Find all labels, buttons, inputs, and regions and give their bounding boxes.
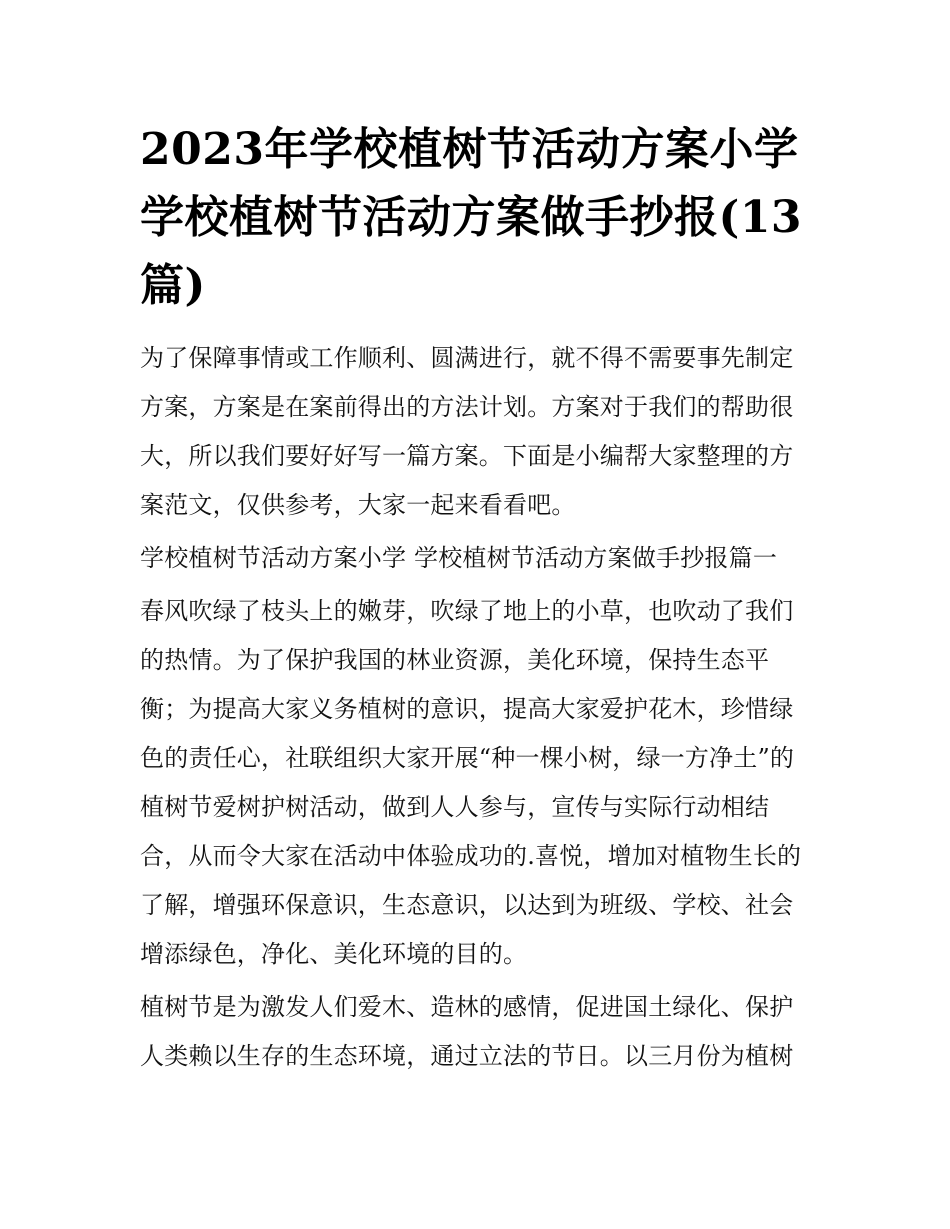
document-title: 2023年学校植树节活动方案小学 学校植树节活动方案做手抄报(13篇) xyxy=(140,124,803,311)
body-paragraph-continued: 植树节是为激发人们爱木、造林的感情，促进国土绿化、保护人类赖以生存的生态环境，通过立法的节日。以三月份为植树 xyxy=(140,993,794,1070)
document-body xyxy=(140,116,812,1085)
section-heading: 学校植树节活动方案小学 学校植树节活动方案做手抄报篇一 xyxy=(140,544,778,572)
intro-paragraph: 为了保障事情或工作顺利、圆满进行，就不得不需要事先制定方案，方案是在案前得出的方法计划。方案对于我们的帮助很大，所以我们要好好写一篇方案。下面是小编帮大家整理的方案范文，仅供参考，大家一起来看看吧。 xyxy=(140,344,794,519)
body-paragraph: 春风吹绿了枝头上的嫩芽，吹绿了地上的小草，也吹动了我们的热情。为了保护我国的林业资源，美化环境，保持生态平衡；为提高大家义务植树的意识，提高大家爱护花木，珍惜绿色的责任心，社联组织大家开展“种一棵小树，绿一方净土”的植树节爱树护树活动，做到人人参与，宣传与实际行动相结合，从而令大家在活动中体验成功的.喜悦，增加对植物生长的了解，增强环保意识，生态意识，以达到为班级、学校、社会增添绿色，净化、美化环境的目的。 xyxy=(140,597,802,968)
